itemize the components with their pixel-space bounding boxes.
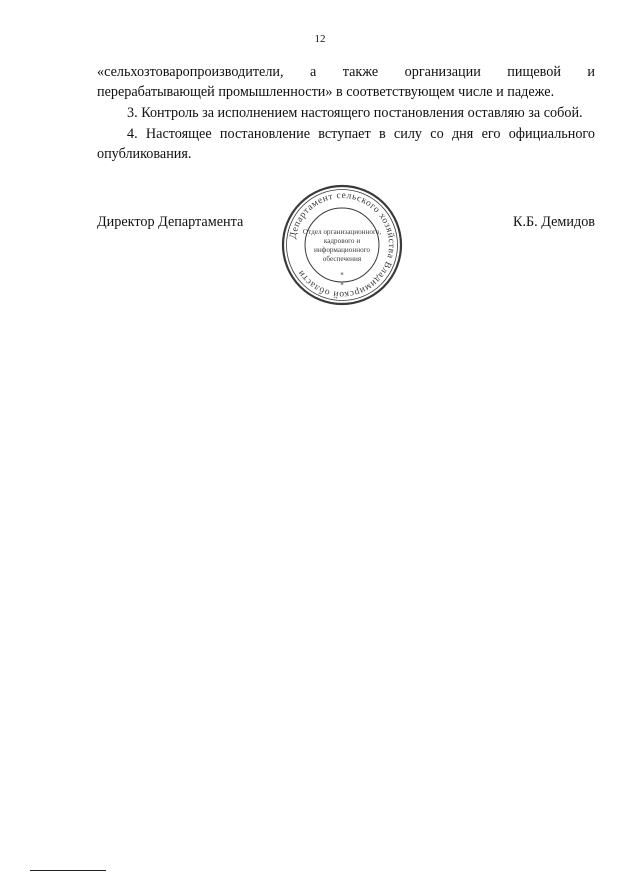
paragraph-4: 4. Настоящее постановление вступает в силу со дня его официального опубликования. [97, 126, 595, 162]
seal-inner-text-line-4: обеспечения [322, 255, 362, 263]
seal-star-icon: * [340, 271, 344, 279]
seal-inner-text-line-1: Отдел организационного, [302, 228, 382, 236]
document-body [97, 62, 595, 164]
footnote-separator [30, 870, 106, 871]
seal-inner-text-line-3: информационного [313, 246, 371, 254]
official-seal-stamp [281, 184, 403, 306]
signatory-title: Директор Департамента [97, 214, 244, 230]
seal-star-icon-2: * [340, 281, 344, 289]
seal-outer-text: Департамент сельского хозяйства Владимирской области [288, 190, 397, 300]
paragraph-3: 3. Контроль за исполнением настоящего постановления оставляю за собой. [127, 105, 583, 121]
seal-graphic [281, 184, 403, 306]
page-number: 12 [314, 33, 326, 45]
paragraph-continuation-line-1: «сельхозтоваропроизводители, а также организации пищевой и [97, 64, 595, 80]
seal-inner-text-line-2: кадрового и [323, 237, 361, 245]
signatory-name: К.Б. Демидов [513, 214, 595, 230]
paragraph-continuation-line-2: перерабатывающей промышленности» в соответствующем числе и падеже. [97, 84, 555, 100]
